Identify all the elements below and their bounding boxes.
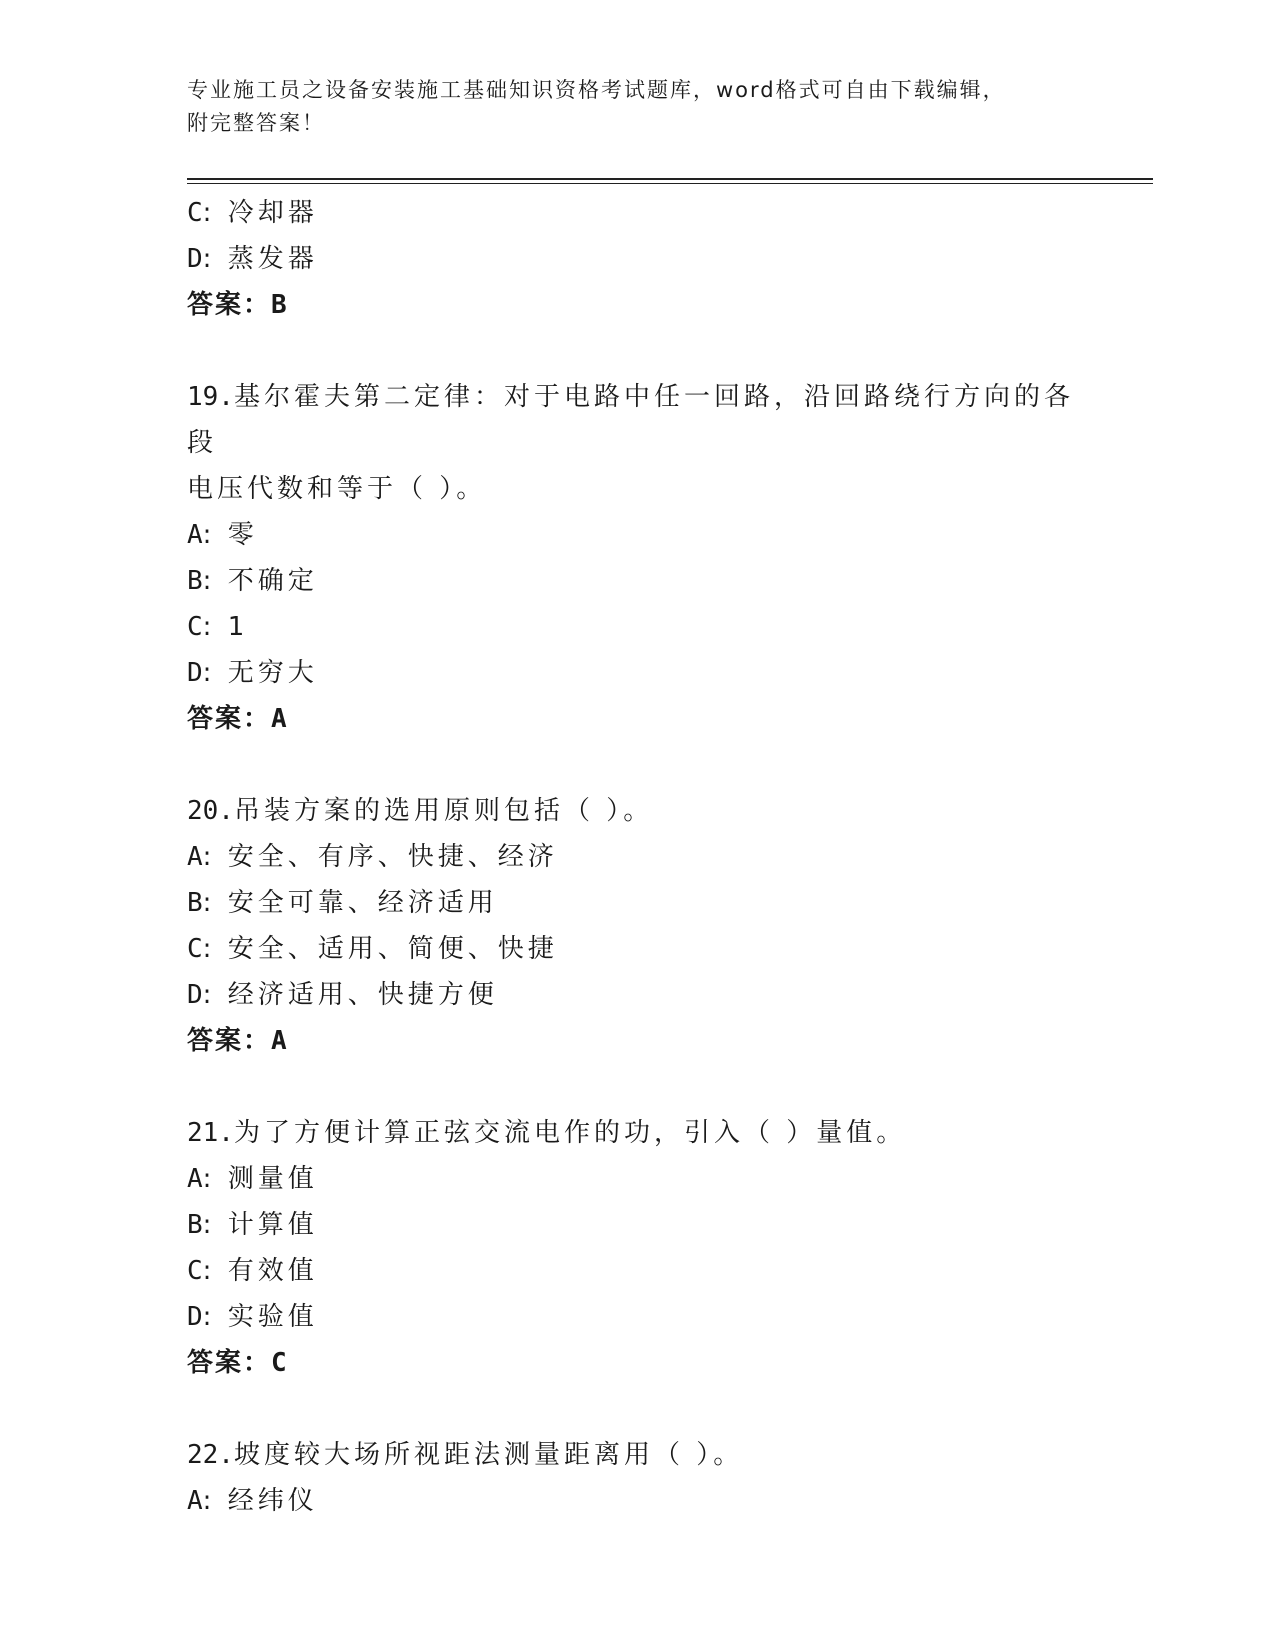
option-a: A: 经纬仪	[187, 1486, 318, 1516]
question-19	[187, 374, 1087, 742]
option-b: B: 计算值	[187, 1210, 318, 1240]
option-d: D: 蒸发器	[187, 244, 318, 274]
question-list	[187, 190, 1087, 1524]
answer-line: 答案：A	[187, 704, 287, 734]
option-d: D: 经济适用、快捷方便	[187, 980, 498, 1010]
answer-line: 答案：A	[187, 1026, 287, 1056]
document-header	[187, 74, 1067, 140]
question-20	[187, 788, 1087, 1064]
carry-over-block	[187, 190, 1087, 328]
option-a: A: 测量值	[187, 1164, 318, 1194]
answer-line: 答案：B	[187, 290, 287, 320]
header-divider-thick	[187, 178, 1153, 180]
option-c: C: 安全、适用、简便、快捷	[187, 934, 558, 964]
header-divider-thin	[187, 183, 1153, 184]
header-line-1: 专业施工员之设备安装施工基础知识资格考试题库，word格式可自由下载编辑，	[187, 78, 1006, 102]
option-b: B: 安全可靠、经济适用	[187, 888, 498, 918]
question-text: 20.吊装方案的选用原则包括（ ）。	[187, 796, 654, 826]
header-line-2: 附完整答案！	[187, 111, 325, 135]
question-text: 22.坡度较大场所视距法测量距离用（ ）。	[187, 1440, 744, 1470]
option-a: A: 零	[187, 520, 258, 550]
question-22	[187, 1432, 1087, 1524]
question-text-continued: 电压代数和等于（ ）。	[187, 474, 487, 504]
option-c: C: 有效值	[187, 1256, 318, 1286]
answer-line: 答案：C	[187, 1348, 287, 1378]
option-c: C: 冷却器	[187, 198, 318, 228]
question-text: 19.基尔霍夫第二定律：对于电路中任一回路，沿回路绕行方向的各段	[187, 382, 1074, 458]
option-c: C: 1	[187, 612, 249, 642]
option-a: A: 安全、有序、快捷、经济	[187, 842, 558, 872]
question-text: 21.为了方便计算正弦交流电作的功，引入（ ）量值。	[187, 1118, 907, 1148]
option-d: D: 无穷大	[187, 658, 318, 688]
option-d: D: 实验值	[187, 1302, 318, 1332]
question-21	[187, 1110, 1087, 1386]
option-b: B: 不确定	[187, 566, 318, 596]
